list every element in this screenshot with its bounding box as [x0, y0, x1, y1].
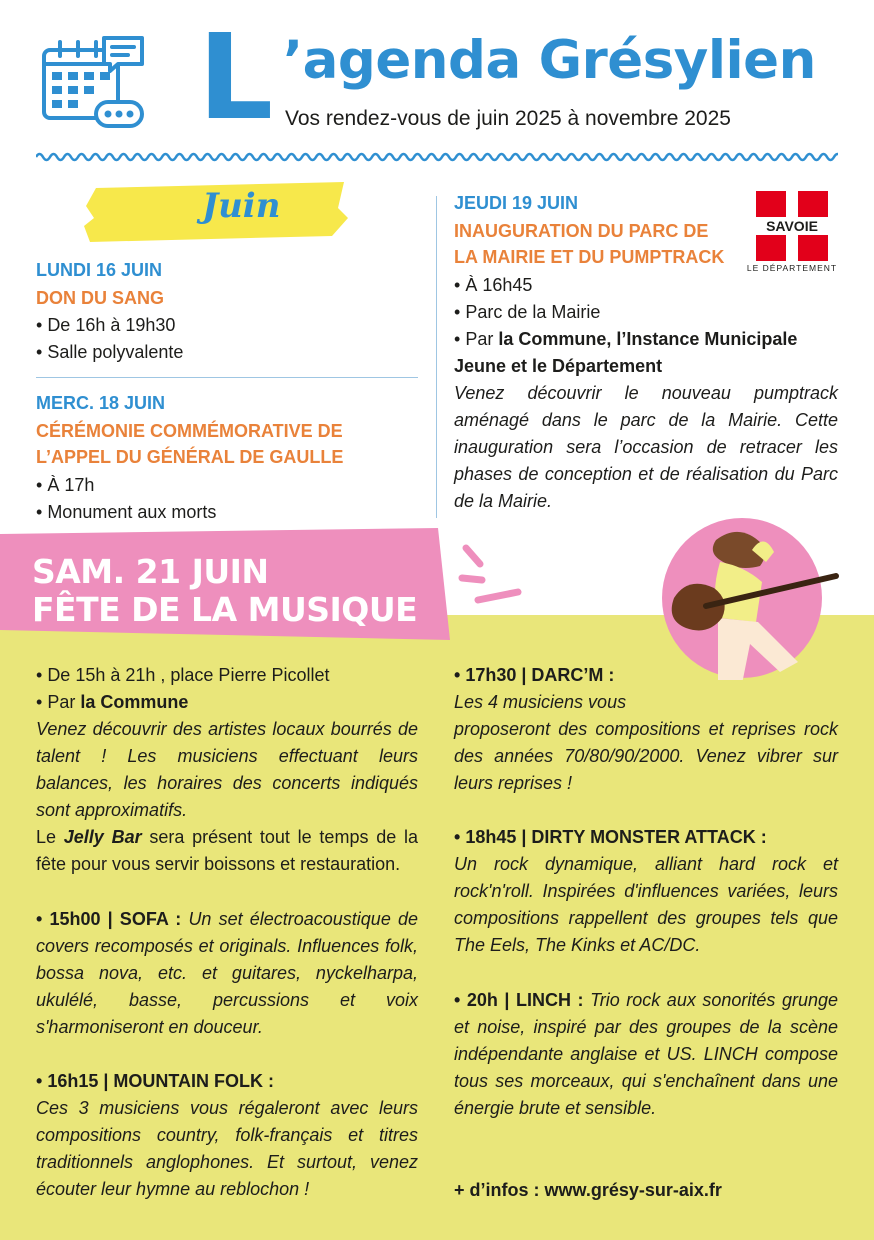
event-detail: • À 17h	[36, 472, 94, 499]
act-linch	[454, 987, 838, 1122]
event-title-line: L’APPEL DU GÉNÉRAL DE GAULLE	[36, 447, 344, 467]
act-heading: • 20h | LINCH :	[454, 990, 591, 1010]
event-title-line: LA MAIRIE ET DU PUMPTRACK	[454, 247, 725, 267]
jelly-rest: sera présent tout le temps de la fête pour vous servir boissons et restauration.	[36, 827, 418, 874]
act-sofa	[36, 906, 418, 1041]
savoie-logo	[740, 191, 844, 275]
fete-when: • De 15h à 21h , place Pierre Picollet	[36, 662, 329, 689]
act-heading-text: 16h15 | MOUNTAIN FOLK :	[47, 1071, 275, 1091]
act-text: Un rock dynamique, alliant hard rock et rock'n'roll. Inspirées d'influences variées, leurs compositions rappellent des groupes tels que The Eels, The Kinks et AC/DC.	[454, 854, 838, 955]
event-description: Venez découvrir le nouveau pumptrack aménagé dans le parc de la Mairie. Cette inauguration sera l’occasion de retracer les phases de conception et de réalisation du Parc de la Mairie.	[454, 383, 838, 511]
month-marker	[82, 178, 350, 252]
organizer-name-cont: Jeune et le Département	[454, 356, 663, 376]
fete-organizer	[36, 689, 188, 716]
act-text: Ces 3 musiciens vous régaleront avec leurs compositions country, folk-français et titres traditionnels anglophones. Et surtout, venez écouter leur hymne au reblochon !	[36, 1098, 418, 1199]
event-title-line: INAUGURATION DU PARC DE	[454, 221, 709, 241]
act-heading: • 15h00 | SOFA :	[36, 909, 189, 929]
month-label: Juin	[202, 186, 281, 226]
event-detail: • Monument aux morts	[36, 499, 216, 526]
jelly-prefix: Le	[36, 827, 64, 847]
fete-title: FÊTE DE LA MUSIQUE	[32, 590, 418, 629]
burst-rays-icon	[456, 540, 526, 610]
event-detail: • Parc de la Mairie	[454, 299, 600, 326]
act-heading-text: 15h00 | SOFA :	[49, 909, 189, 929]
fete-intro: Venez découvrir des artistes locaux bourrés de talent ! Les musiciens effectuant leurs balances, les horaires des concerts indiqués sont approximatifs.	[36, 719, 418, 820]
event-detail: • De 16h à 19h30	[36, 312, 175, 339]
act-heading-text: 18h45 | DIRTY MONSTER ATTACK :	[465, 827, 767, 847]
act-text: proposeront des compositions et reprises rock des années 70/80/90/2000. Venez vibrer sur leurs reprises !	[454, 719, 838, 793]
organizer-name: la Commune, l’Instance Municipale	[498, 329, 798, 349]
event-title-line: CÉRÉMONIE COMMÉMORATIVE DE	[36, 421, 343, 441]
event-title: DON DU SANG	[36, 288, 165, 308]
logo-subtitle: LE DÉPARTEMENT	[746, 263, 838, 273]
logo-name: SAVOIE	[756, 217, 828, 235]
event-detail: • À 16h45	[454, 272, 532, 299]
fete-date: SAM. 21 JUIN	[32, 552, 269, 591]
column-separator	[436, 196, 437, 518]
event-date: JEUDI 19 JUIN	[454, 193, 579, 213]
event-organizer	[454, 326, 797, 353]
act-heading: • 18h45 | DIRTY MONSTER ATTACK :	[454, 827, 767, 847]
more-info-link[interactable]: + d’infos : www.grésy-sur-aix.fr	[454, 1180, 722, 1200]
jelly-bar-note	[36, 824, 418, 878]
organizer-name: la Commune	[80, 692, 189, 712]
act-text: Un set électroacoustique de covers recomposés et originals. Influences folk, bossa nova, etc. et guitares, nyckelharpa, ukulélé, basse, percussions et voix s'harmoniseront en douceur.	[36, 909, 418, 1037]
page-subtitle: Vos rendez-vous de juin 2025 à novembre 2025	[285, 107, 731, 130]
separator	[36, 377, 418, 378]
page-title: ’agenda Grésylien	[283, 30, 816, 91]
event-detail: • Salle polyvalente	[36, 339, 183, 366]
jelly-name: Jelly Bar	[63, 827, 142, 847]
title-initial: L	[198, 8, 274, 146]
act-text: Trio rock aux sonorités grunge et noise, inspiré par des groupes de la scène indépendante anglaise et US. LINCH compose tous ses morceaux, qui s'enchaînent dans une énergie brute et sensible.	[454, 990, 839, 1118]
act-heading-text: 17h30 | DARC’M :	[465, 665, 615, 685]
calendar-chat-icon	[40, 36, 146, 136]
act-heading: • 16h15 | MOUNTAIN FOLK :	[36, 1071, 275, 1091]
organizer-prefix: Par	[465, 329, 499, 349]
event-date: MERC. 18 JUIN	[36, 393, 166, 413]
organizer-prefix: Par	[47, 692, 81, 712]
act-heading-text: 20h | LINCH :	[466, 990, 591, 1010]
wave-divider	[36, 150, 838, 164]
guitarist-illustration	[660, 510, 840, 680]
act-text-first-line: Les 4 musiciens vous	[454, 692, 627, 712]
act-heading: • 17h30 | DARC’M :	[454, 665, 615, 685]
event-date: LUNDI 16 JUIN	[36, 260, 163, 280]
